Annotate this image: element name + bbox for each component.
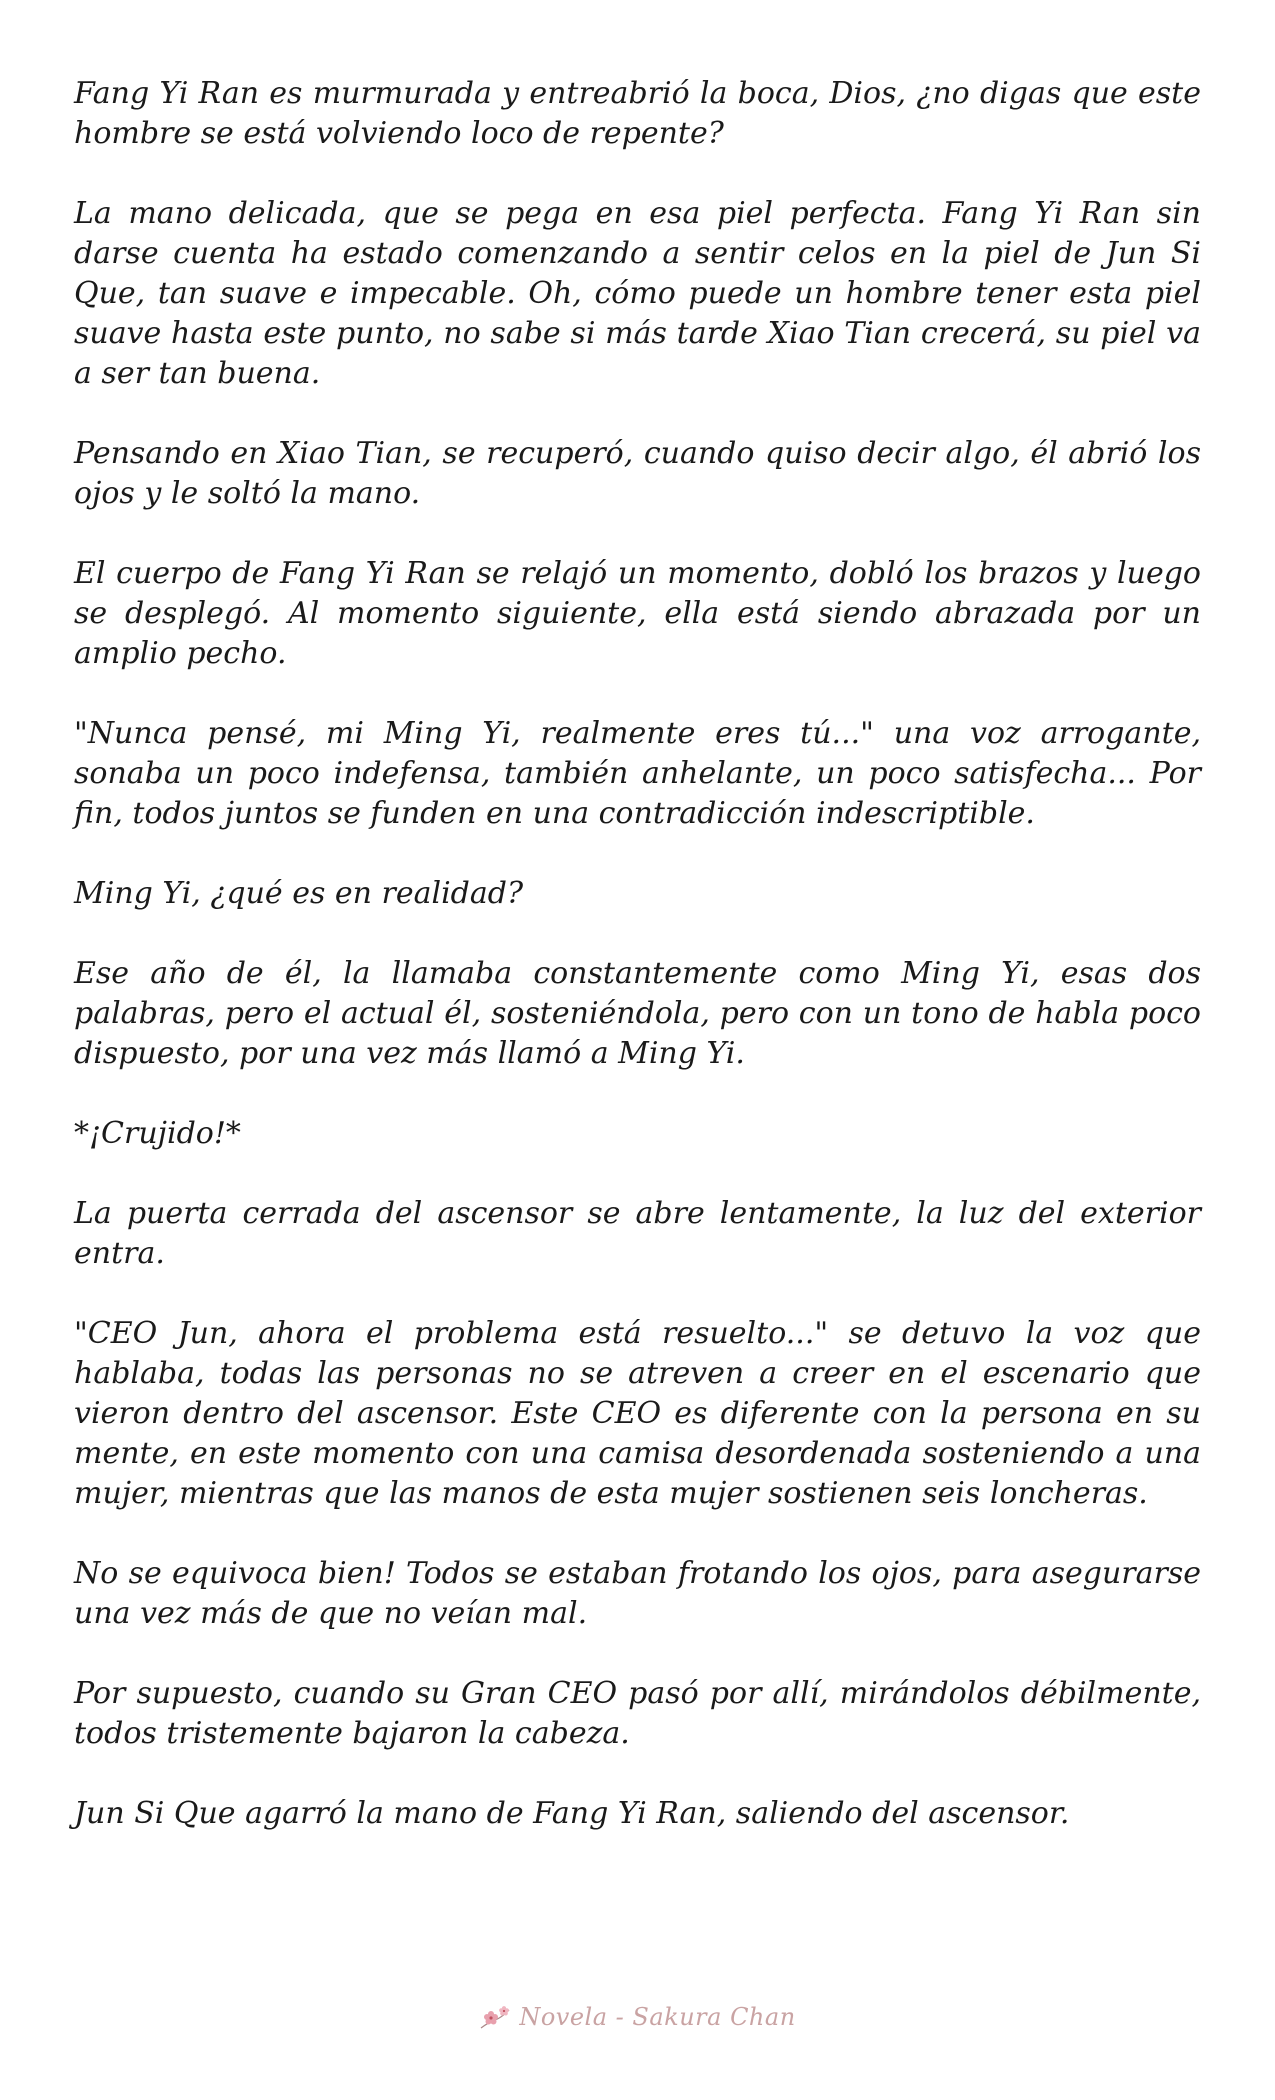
paragraph: "CEO Jun, ahora el problema está resuelto..." se detuvo la voz que hablaba, todas las personas no se atreven a creer en el escenario que vieron dentro del ascensor. Este CEO es diferente con la persona en su mente, en este momento con una camisa desordenada sosteniendo a una mujer, mientras que las manos de esta mujer sostienen seis loncheras. [74,1316,1201,1511]
sakura-flower-icon [479,2002,513,2032]
paragraph: Ming Yi, ¿qué es en realidad? [74,876,524,911]
paragraph: Fang Yi Ran es murmurada y entreabrió la boca, Dios, ¿no digas que este hombre se está volviendo loco de repente? [74,76,1201,151]
paragraph: La mano delicada, que se pega en esa piel perfecta. Fang Yi Ran sin darse cuenta ha estado comenzando a sentir celos en la piel de Jun Si Que, tan suave e impecable. Oh, cómo puede un hombre tener esta piel suave hasta este punto, no sabe si más tarde Xiao Tian crecerá, su piel va a ser tan buena. [74,196,1201,391]
paragraph: Por supuesto, cuando su Gran CEO pasó por allí, mirándolos débilmente, todos tristemente bajaron la cabeza. [74,1676,1201,1751]
paragraph: Pensando en Xiao Tian, se recuperó, cuando quiso decir algo, él abrió los ojos y le soltó la mano. [74,436,1201,511]
paragraph: El cuerpo de Fang Yi Ran se relajó un momento, dobló los brazos y luego se desplegó. Al momento siguiente, ella está siendo abrazada por un amplio pecho. [74,556,1201,671]
paragraph: Jun Si Que agarró la mano de Fang Yi Ran, saliendo del ascensor. [74,1796,1070,1831]
paragraph: *¡Crujido!* [74,1116,241,1151]
footer-watermark [0,2002,1275,2032]
paragraph: "Nunca pensé, mi Ming Yi, realmente eres tú..." una voz arrogante, sonaba un poco indefensa, también anhelante, un poco satisfecha... Por fin, todos juntos se funden en una contradicción indescriptible. [74,716,1201,831]
paragraph: Ese año de él, la llamaba constantemente como Ming Yi, esas dos palabras, pero el actual él, sosteniéndola, pero con un tono de habla poco dispuesto, por una vez más llamó a Ming Yi. [74,956,1201,1071]
paragraph: No se equivoca bien! Todos se estaban frotando los ojos, para asegurarse una vez más de que no veían mal. [74,1556,1201,1631]
document-body [74,74,1201,1874]
footer-credit [479,2002,795,2032]
paragraph: La puerta cerrada del ascensor se abre lentamente, la luz del exterior entra. [74,1196,1201,1271]
footer-credit-text: Novela - Sakura Chan [519,2003,796,2031]
